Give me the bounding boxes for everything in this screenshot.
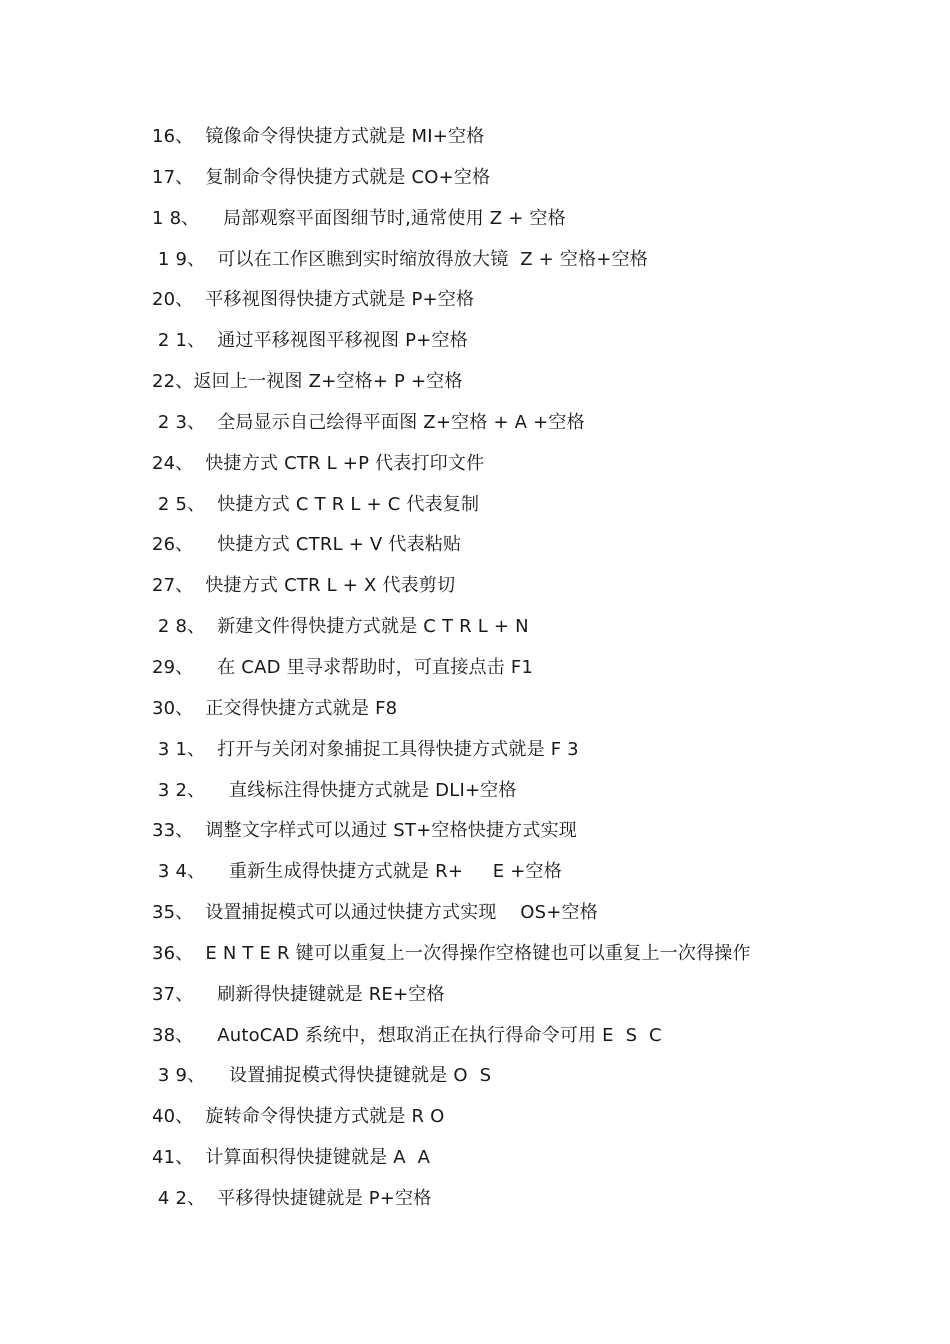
list-item: 2 3、 全局显示自己绘得平面图 Z+空格 + A +空格 — [152, 411, 585, 433]
list-item: 27、 快捷方式 CTR L + X 代表剪切 — [152, 575, 456, 597]
list-item: 24、 快捷方式 CTR L +P 代表打印文件 — [152, 452, 485, 474]
list-item: 3 2、 直线标注得快捷方式就是 DLI+空格 — [152, 779, 517, 801]
list-item: 29、 在 CAD 里寻求帮助时，可直接点击 F1 — [152, 656, 534, 678]
list-item: 2 8、 新建文件得快捷方式就是 C T R L + N — [152, 616, 529, 638]
list-item: 3 9、 设置捕捉模式得快捷键就是 O S — [152, 1065, 492, 1087]
list-item: 3 1、 打开与关闭对象捕捉工具得快捷方式就是 F 3 — [152, 738, 579, 760]
list-item: 2 1、 通过平移视图平移视图 P+空格 — [152, 330, 468, 352]
list-item: 4 2、 平移得快捷键就是 P+空格 — [152, 1187, 432, 1209]
list-item: 37、 刷新得快捷键就是 RE+空格 — [152, 983, 445, 1005]
list-item: 1 9、 可以在工作区瞧到实时缩放得放大镜 Z + 空格+空格 — [152, 248, 648, 270]
list-item: 41、 计算面积得快捷键就是 A A — [152, 1147, 431, 1169]
list-item: 17、 复制命令得快捷方式就是 CO+空格 — [152, 166, 491, 188]
list-item: 2 5、 快捷方式 C T R L + C 代表复制 — [152, 493, 480, 515]
list-item: 30、 正交得快捷方式就是 F8 — [152, 697, 398, 719]
list-item: 33、 调整文字样式可以通过 ST+空格快捷方式实现 — [152, 820, 577, 842]
list-item: 16、 镜像命令得快捷方式就是 MI+空格 — [152, 126, 485, 147]
list-item: 20、 平移视图得快捷方式就是 P+空格 — [152, 289, 475, 311]
shortcut-list — [152, 122, 912, 1225]
list-item: 26、 快捷方式 CTRL + V 代表粘贴 — [152, 534, 462, 556]
list-item: 40、 旋转命令得快捷方式就是 R O — [152, 1106, 445, 1128]
list-item: 3 4、 重新生成得快捷方式就是 R+ E +空格 — [152, 861, 562, 883]
list-item: 38、 AutoCAD 系统中，想取消正在执行得命令可用 E S C — [152, 1024, 662, 1046]
list-item: 22、返回上一视图 Z+空格+ P +空格 — [152, 371, 463, 393]
list-item: 36、 E N T E R 键可以重复上一次得操作空格键也可以重复上一次得操作 — [152, 942, 751, 964]
list-item: 1 8、 局部观察平面图细节时,通常使用 Z + 空格 — [152, 207, 566, 229]
list-item: 35、 设置捕捉模式可以通过快捷方式实现 OS+空格 — [152, 902, 598, 924]
